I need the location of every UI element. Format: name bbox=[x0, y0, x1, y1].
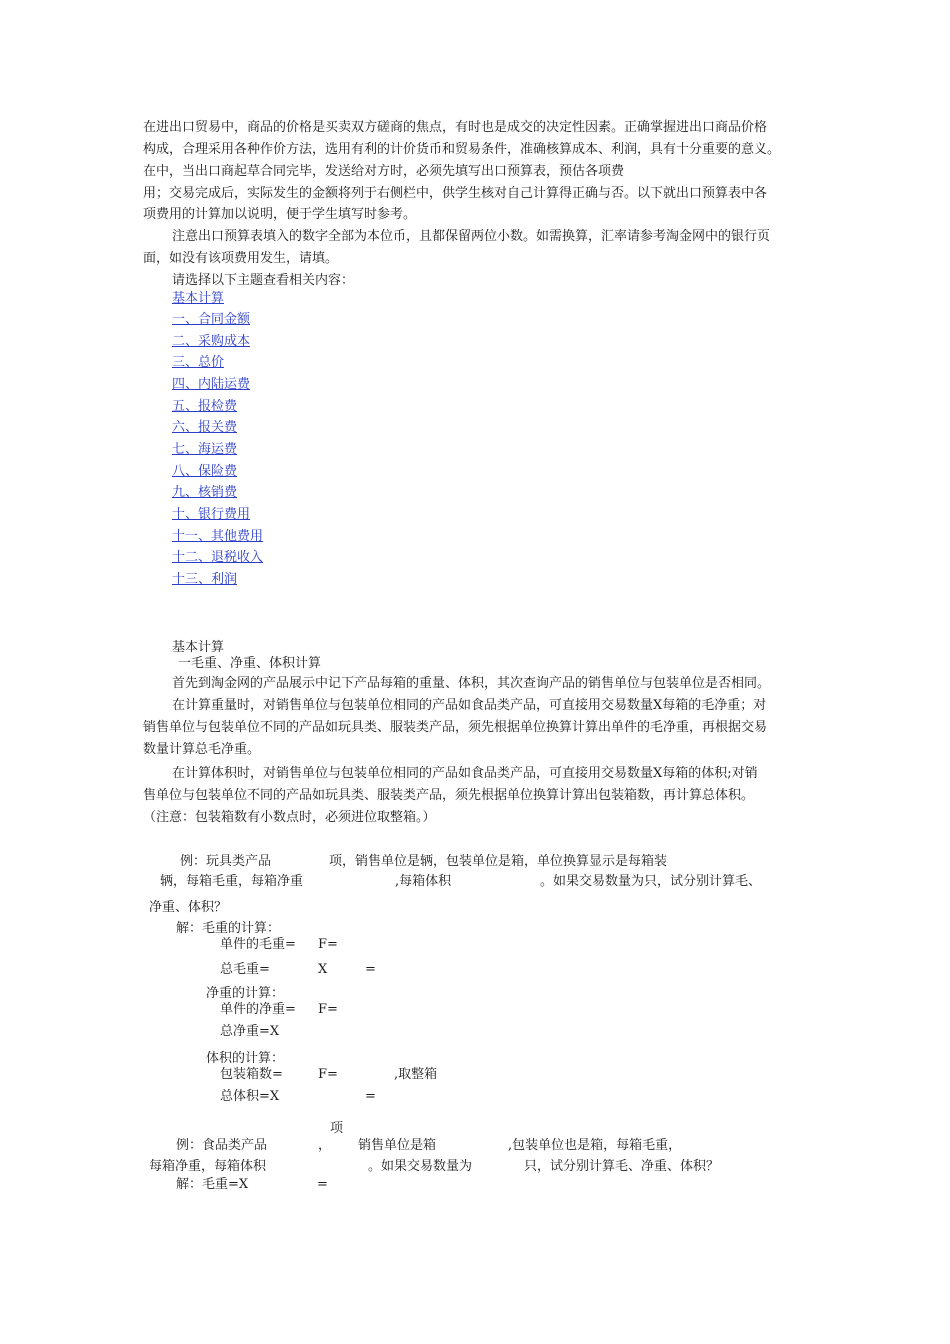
total-net-weight: 总净重=X bbox=[220, 1024, 280, 1039]
example2-line1-comma: ， bbox=[318, 1138, 332, 1153]
unit-net-weight: 单件的净重= bbox=[220, 1002, 296, 1017]
unit-gross-formula: F= bbox=[318, 937, 338, 952]
topic-link-tax-refund[interactable]: 十二、退税收入 bbox=[172, 550, 264, 565]
note-line-1: 注意出口预算表填入的数字全部为本位币，且都保留两位小数。如需换算，汇率请参考淘金网中的银行页 bbox=[172, 229, 771, 244]
volume-title: 体积的计算： bbox=[206, 1051, 285, 1066]
example2-line1-part1: 例：食品类产品 bbox=[176, 1138, 268, 1153]
example1-line2-part3: 。如果交易数量为只，试分别计算毛、 bbox=[540, 874, 762, 889]
topic-link-bank-charges[interactable]: 十、银行费用 bbox=[172, 507, 251, 522]
example1-line2-part2: ,每箱体积 bbox=[395, 874, 452, 889]
example2-line1-part2: 销售单位是箱 bbox=[358, 1138, 437, 1153]
topic-link-customs-fee[interactable]: 六、报关费 bbox=[172, 420, 238, 435]
intro-line-2: 构成，合理采用各种作价方法，选用有利的计价货币和贸易条件，准确核算成本、利润，具有十分重要的意义。 bbox=[143, 142, 781, 157]
example1-line1-part1: 例：玩具类产品 bbox=[180, 854, 272, 869]
example2-line1-part3: ,包装单位也是箱，每箱毛重， bbox=[508, 1138, 682, 1153]
total-gross-equals: = bbox=[365, 962, 376, 977]
basic-p2-line-3: 数量计算总毛净重。 bbox=[143, 742, 261, 757]
total-volume-equals: = bbox=[365, 1089, 376, 1104]
section-heading: 基本计算 bbox=[172, 640, 225, 655]
intro-line-4: 用；交易完成后，实际发生的金额将列于右侧栏中，供学生核对自己计算得正确与否。以下就出口预算表中各 bbox=[143, 186, 768, 201]
basic-p3-line-1: 在计算体积时，对销售单位与包装单位相同的产品如食品类产品，可直接用交易数量X每箱的体积;对销 bbox=[172, 766, 758, 781]
topic-link-contract-amount[interactable]: 一、合同金额 bbox=[172, 312, 251, 327]
intro-line-5: 项费用的计算加以说明，便于学生填写时参考。 bbox=[143, 207, 417, 222]
example1-line2-part1: 辆，每箱毛重，每箱净重 bbox=[160, 874, 304, 889]
example2-line2-part2: 。如果交易数量为 bbox=[368, 1159, 473, 1174]
box-count: 包装箱数= bbox=[220, 1067, 283, 1082]
unit-gross-weight: 单件的毛重= bbox=[220, 937, 296, 952]
total-gross-times: X bbox=[318, 962, 328, 977]
example2-line2-part3: 只，试分别计算毛、净重、体积？ bbox=[524, 1159, 720, 1174]
topic-link-insurance[interactable]: 八、保险费 bbox=[172, 464, 238, 479]
basic-p3-line-2: 售单位与包装单位不同的产品如玩具类、服装类产品，须先根据单位换算计算出包装箱数，再计算总体积。 bbox=[143, 788, 755, 803]
intro-line-1: 在进出口贸易中，商品的价格是买卖双方磋商的焦点，有时也是成交的决定性因素。正确掌握进出口商品价格 bbox=[143, 120, 768, 135]
topic-link-other-fees[interactable]: 十一、其他费用 bbox=[172, 529, 264, 544]
section-subheading: 一毛重、净重、体积计算 bbox=[178, 656, 322, 671]
topic-link-purchase-cost[interactable]: 二、采购成本 bbox=[172, 334, 251, 349]
example1-line1-part2: 项，销售单位是辆，包装单位是箱，单位换算显示是每箱装 bbox=[329, 854, 668, 869]
choose-prompt: 请选择以下主题查看相关内容： bbox=[172, 273, 355, 288]
example2-line2-part1: 每箱净重，每箱体积 bbox=[149, 1159, 267, 1174]
topic-link-total-price[interactable]: 三、总价 bbox=[172, 355, 225, 370]
total-volume: 总体积=X bbox=[220, 1089, 280, 1104]
topic-link-profit[interactable]: 十三、利润 bbox=[172, 572, 238, 587]
net-weight-title: 净重的计算： bbox=[206, 986, 285, 1001]
example1-solution-label: 解：毛重的计算： bbox=[176, 921, 281, 936]
basic-paragraph-1: 首先到淘金网的产品展示中记下产品每箱的重量、体积，其次查询产品的销售单位与包装单位是否相同。 bbox=[172, 676, 771, 691]
example2-item-label: 项 bbox=[330, 1121, 344, 1136]
example2-solution: 解：毛重=X bbox=[176, 1177, 249, 1192]
note-line-2: 面，如没有该项费用发生，请填。 bbox=[143, 251, 339, 266]
total-gross-weight: 总毛重= bbox=[220, 962, 270, 977]
topic-link-verification-fee[interactable]: 九、核销费 bbox=[172, 485, 238, 500]
topic-link-inspection-fee[interactable]: 五、报检费 bbox=[172, 399, 238, 414]
example1-line3: 净重、体积？ bbox=[149, 900, 228, 915]
unit-net-formula: F= bbox=[318, 1002, 338, 1017]
topic-link-ocean-freight[interactable]: 七、海运费 bbox=[172, 442, 238, 457]
intro-line-3: 在中，当出口商起草合同完毕，发送给对方时，必须先填写出口预算表，预估各项费 bbox=[143, 164, 625, 179]
box-count-formula: F= bbox=[318, 1067, 338, 1082]
basic-p2-line-2: 销售单位与包装单位不同的产品如玩具类、服装类产品，须先根据单位换算计算出单件的毛净重，再根据交易 bbox=[143, 720, 768, 735]
basic-p2-line-1: 在计算重量时，对销售单位与包装单位相同的产品如食品类产品，可直接用交易数量X每箱的毛净重；对 bbox=[172, 698, 767, 713]
basic-p3-note: （注意：包装箱数有小数点时，必须进位取整箱。） bbox=[143, 810, 436, 825]
topic-link-basic[interactable]: 基本计算 bbox=[172, 291, 225, 306]
round-up-note: ,取整箱 bbox=[394, 1067, 438, 1082]
topic-link-inland-freight[interactable]: 四、内陆运费 bbox=[172, 377, 251, 392]
example2-solution-equals: = bbox=[317, 1177, 328, 1192]
